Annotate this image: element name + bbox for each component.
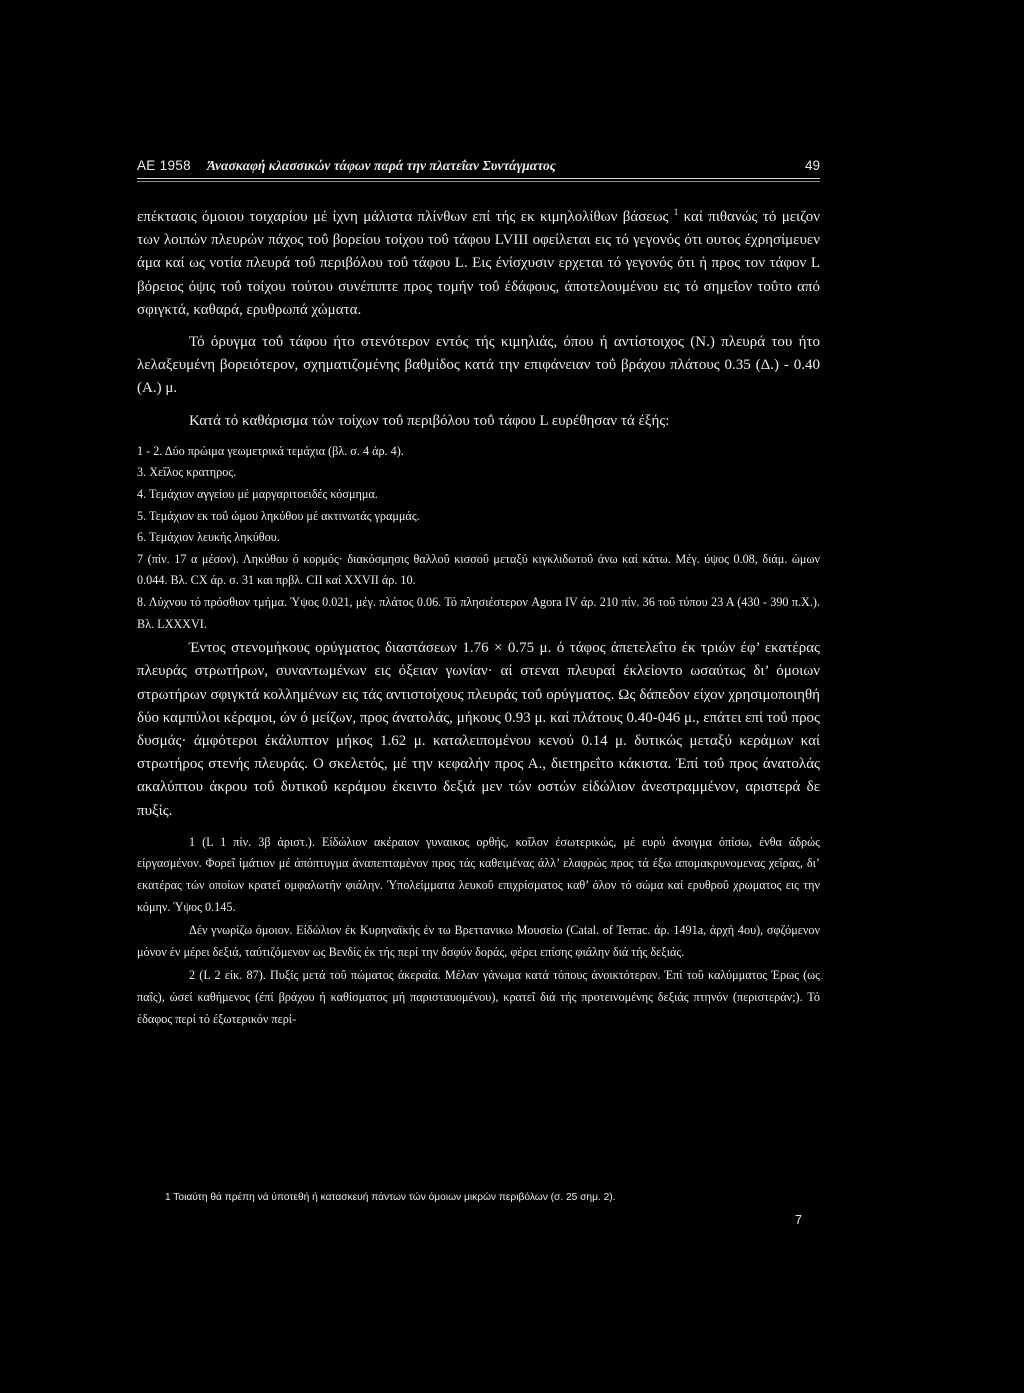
paragraph-finds-intro: Κατά τό καθάρισμα τών τοίχων τοΰ περιβόλου τοΰ τάφου L ευρέθησαν τά έξής:	[189, 412, 670, 429]
list-item: 3. Χεΐλος κρατηρος.	[137, 465, 237, 480]
paragraph-1b-text: καί πιθανώς τό μειζον των λοιπών πλευρών πάχος τοΰ βορείου τοίχου τοΰ τάφου LVIII οφείλεται εις τό γεγονός ότι ουτος έχρησίμευεν άμα καί ως νοτία πλευρά τοΰ περιβόλου τοΰ τάφου L. Εις ένίσχυσιν ερχεται τό γεγονός ότι ή προς τον τάφον L βόρειος όψις τοΰ τοίχου τούτου συνέπιπτε προς τομήν τοΰ έδάφους, άποτελουμένου εις τό σημεΐον τοΰτο από σφιγκτά, καθαρά, ερυθρωπά χώματα.	[137, 209, 821, 318]
paragraph-1-text: επέκτασις όμοιου τοιχαρίου μέ ίχνη μάλιστα πλίνθων επί τής εκ κιμηλολίθων βάσεως	[137, 209, 669, 225]
paragraph-continuation	[137, 206, 820, 322]
page-number: 49	[804, 158, 820, 173]
list-item: 4. Τεμάχιον αγγείου μέ μαργαριτοειδές κόσμημα.	[137, 487, 378, 502]
running-title: Άνασκαφή κλασσικών τάφων παρά την πλατεΐαν Συντάγματος	[207, 158, 556, 173]
catalogue-entry-2: 2 (L 2 είκ. 87). Πυξίς μετά τοΰ πώματος άκεραία. Μέλαν γάνωμα κατά τόπους άνοικτότερον. Έπί τοΰ καλύμματος Έρως (ως παΐς), ώσεί καθήμενος (έπί βράχου ή καθίσματος μή παρισταυομένου), κρατεΐ διά τής προτεινομένης δεξιάς πτηνόν (περιστεράν;). Τό έδαφος περί τό έξωτερικόν περί-	[137, 968, 820, 1026]
catalogue-entry-1: 1 (L 1 πίν. 3β άριστ.). Είδώλιον ακέραιον γυναικος ορθής, κοΐλον έσωτερικώς, μέ ευρύ άνοιγμα όπίσω, ένθα άδρώς είργασμένον. Φορεΐ ίμάτιον μέ άπόπτυγμα άναπεπταμένον προς τάς καθειμένας άλλ’ ελαφρώς προς τά έξω απομακρυνομενας χεΐρας, δι’ εκατέρας τών οποίων κρατεΐ ομφαλωτήν φιάλην. Ύπολείμματα λευκοΰ επιχρίσματος καθ’ όλον τό σώμα καί ερυθροΰ χρωματος εις την κόμην. Ύψος 0.145.	[137, 834, 820, 914]
paragraph-trench: Τό όρυγμα τοΰ τάφου ήτο στενότερον εντός τής κιμηλιάς, όπου ή αντίστοιχος (Ν.) πλευρά του ήτο λελαξευμένη βορειότερον, σχηματιζομένης βαθμίδος κατά την επιφάνειαν τοΰ βράχου πλάτους 0.35 (Δ.) - 0.40 (Α.) μ.	[137, 334, 820, 397]
header-rule-thin	[137, 181, 820, 182]
list-item: 5. Τεμάχιον εκ τοΰ ώμου ληκύθου μέ ακτινωτάς γραμμάς.	[137, 508, 420, 523]
list-item: 6. Τεμάχιον λευκής ληκύθου.	[137, 530, 280, 545]
footnote: 1 Τοιαύτη θά πρέπη νά ύποτεθή ή κατασκευή πάντων τών όμοιων μικρών περιβόλων (σ. 25 σημ. 2).	[165, 1192, 616, 1203]
list-item: 8. Λύχνου τό πρόσθιον τμήμα. Ύψος 0.021, μέγ. πλάτος 0.06. Τό πλησιέστερον Agora IV άρ. 210 πίν. 36 τοΰ τύπου 23 Α (430 - 390 π.Χ.). Βλ. LXXXVI.	[137, 594, 820, 631]
footnote-reference: 1	[673, 207, 679, 217]
main-text	[137, 206, 820, 1030]
signature-mark: 7	[795, 1213, 802, 1227]
running-header	[137, 158, 820, 180]
header-rule	[137, 178, 820, 179]
list-item: 1 - 2. Δύο πρώιμα γεωμετρικά τεμάχια (βλ. σ. 4 άρ. 4).	[137, 443, 404, 458]
list-item: 7 (πίν. 17 α μέσον). Ληκύθου ό κορμός· διακόσμησις θαλλοΰ κισσοΰ μεταξύ κιγκλιδωτοΰ άνω καί κάτω. Μέγ. ύψος 0.08, διάμ. ώμων 0.044. Βλ. CX άρ. σ. 31 και πρβλ. CII καί XXVII άρ. 10.	[137, 551, 820, 588]
finds-list	[137, 441, 820, 635]
catalogue-commentary: Δέν γνωρίζω όμοιον. Είδώλιον έκ Κυρηναϊκής έν τω Βρεττανικω Μουσείω (Catal. of Terrac. άρ. 1491a, άρχή 4ου), σφζόμενον μόνον έν μέρει δεξιά, ταύτιζόμενον ως Βενδίς έκ τής περί την δσφύν δοράς, φέρει επίσης φιάλην διά τής δεξιάς.	[137, 923, 820, 959]
paragraph-grave-description: Έντος στενομήκους ορύγματος διαστάσεων 1.76 × 0.75 μ. ό τάφος άπετελεΐτο έκ τριών έφ’ εκατέρας πλευράς στρωτήρων, συναντωμένων εις όξειαν γωνίαν· αί στεναι πλευραί έκλείοντο ωσαύτως δι’ όμοιων στρωτήρων σφιγκτά κολλημένων εις τάς αντιστοίχους πλευράς τοΰ ορύγματος. Ως δάπεδον είχον χρησιμοποιηθή δύο καμπύλοι κέραμοι, ών ό μείζων, προς άνατολάς, μήκους 0.93 μ. καί πλάτους 0.40-046 μ., επάτει επί τοΰ προς δυσμάς· άμφότεροι έκάλυπτον μήκος 1.62 μ. καταλειπομένου κενού 0.14 μ. δυτικώς μεταξύ κεράμων καί στρωτήρος στενής πλευράς. Ο σκελετός, μέ την κεφαλήν προς Α., διετηρεΐτο κάκιστα. Έπί τοΰ προς άνατολάς ακαλύπτου άκρου τοΰ δυτικοΰ κεράμου έκειντο δεξιά μεν τών οστών είδώλιον άνεστραμμένον, αριστερά δε πυξίς.	[137, 640, 820, 819]
journal-reference: ΑΕ 1958	[137, 158, 191, 173]
